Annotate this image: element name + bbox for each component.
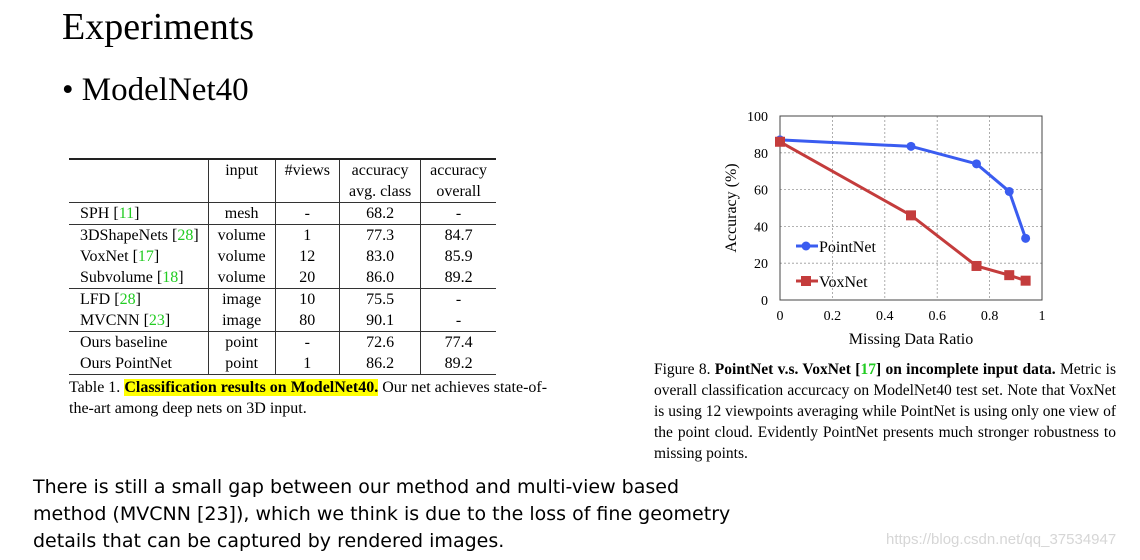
table-row xyxy=(69,225,496,247)
series-line-pointnet xyxy=(780,140,1026,238)
overall-cell: - xyxy=(421,203,496,225)
input-cell: point xyxy=(208,332,275,354)
accuracy-line-chart xyxy=(718,104,1058,354)
x-axis-label: Missing Data Ratio xyxy=(848,331,974,348)
legend-marker-voxnet xyxy=(801,276,811,286)
method-cell: MVCNN [23] xyxy=(80,312,171,329)
avg-class-cell: 68.2 xyxy=(339,203,420,225)
method-ref: 17 xyxy=(137,248,154,265)
method-cell xyxy=(69,332,208,354)
y-tick-label: 0 xyxy=(761,294,768,309)
table-row xyxy=(69,289,496,311)
table-caption-highlight: Classification results on ModelNet40. xyxy=(124,379,379,396)
method-name: 3DShapeNets xyxy=(80,227,168,244)
legend-marker-pointnet xyxy=(802,242,811,251)
method-ref: 11 xyxy=(118,205,135,222)
figure-caption xyxy=(654,359,1116,464)
overall-cell: 77.4 xyxy=(421,332,496,354)
method-cell xyxy=(69,353,208,375)
overall-cell: 89.2 xyxy=(421,267,496,289)
x-tick-label: 0 xyxy=(776,309,784,324)
slide-title: Experiments xyxy=(62,6,255,48)
avg-class-cell: 86.2 xyxy=(339,353,420,375)
method-cell: VoxNet [17] xyxy=(80,248,160,265)
figure-caption-ref: 17 xyxy=(860,361,876,378)
method-cell: LFD [28] xyxy=(69,289,208,311)
body-paragraph: There is still a small gap between our method and multi-view based method (MVCNN [23]), which we think is due to the loss of fine geometry details that can be captured by rendered images. xyxy=(33,476,731,552)
x-tick-label: 0.8 xyxy=(980,309,999,324)
data-point-pointnet xyxy=(1005,187,1014,196)
x-tick-label: 0.4 xyxy=(876,309,894,324)
data-point-pointnet xyxy=(907,142,916,151)
table-header-method xyxy=(69,159,208,203)
method-cell: SPH [11] xyxy=(69,203,208,225)
views-cell: 12 xyxy=(275,246,339,267)
method-ref: 28 xyxy=(119,291,136,308)
table-row xyxy=(69,267,496,289)
y-tick-label: 100 xyxy=(747,110,768,125)
avg-class-cell: 77.3 xyxy=(339,225,420,247)
y-axis-label: Accuracy (%) xyxy=(723,163,740,253)
method-ref: 18 xyxy=(162,269,179,286)
input-cell: volume xyxy=(208,225,275,247)
y-tick-label: 80 xyxy=(754,146,768,162)
overall-cell: 85.9 xyxy=(421,246,496,267)
method-name: MVCNN xyxy=(80,312,140,329)
input-cell: volume xyxy=(208,267,275,289)
table-header-overall xyxy=(421,159,496,203)
input-cell: point xyxy=(208,353,275,375)
table-header-input: input xyxy=(208,159,275,203)
table-row xyxy=(69,353,496,375)
figure-caption-rest: Metric is overall classification accurcacy on ModelNet40 test set. Note that VoxNet is using 12 viewpoints averaging while PointNet is using only one view of the point cloud. Evidently PointNet presents much stronger robustness to missing points. xyxy=(654,361,1117,462)
method-ref: 23 xyxy=(148,312,165,329)
input-cell: image xyxy=(208,310,275,332)
views-cell: - xyxy=(275,203,339,225)
table-caption-rest: Our net achieves state-of-the-art among deep nets on 3D input. xyxy=(69,379,548,417)
overall-cell: 84.7 xyxy=(421,225,496,247)
table-row xyxy=(69,203,496,225)
table-header-avg-class xyxy=(339,159,420,203)
avg-class-cell: 72.6 xyxy=(339,332,420,354)
avg-class-cell: 83.0 xyxy=(339,246,420,267)
input-cell: mesh xyxy=(208,203,275,225)
method-name: Ours baseline xyxy=(80,334,168,351)
header-overall-sub: overall xyxy=(436,183,481,200)
figure-caption-bold-a: PointNet v.s. VoxNet [ xyxy=(714,361,861,378)
table-caption-prefix: Table 1. xyxy=(69,379,125,396)
views-cell: 20 xyxy=(275,267,339,289)
y-tick-label: 40 xyxy=(754,220,768,236)
data-point-voxnet xyxy=(775,137,785,147)
method-cell: 3DShapeNets [28] xyxy=(69,225,208,247)
data-point-voxnet xyxy=(1021,276,1031,286)
overall-cell: - xyxy=(421,310,496,332)
views-cell: - xyxy=(275,332,339,354)
data-point-pointnet xyxy=(1021,234,1030,243)
data-point-pointnet xyxy=(972,159,981,168)
series-line-voxnet xyxy=(780,142,1026,281)
avg-class-cell: 90.1 xyxy=(339,310,420,332)
input-cell: image xyxy=(208,289,275,311)
views-cell: 10 xyxy=(275,289,339,311)
results-table xyxy=(69,158,496,375)
y-tick-label: 60 xyxy=(754,183,768,199)
method-name: VoxNet xyxy=(80,248,129,265)
x-tick-label: 1 xyxy=(1038,309,1046,324)
table-caption xyxy=(69,377,549,419)
table-header-row xyxy=(69,159,496,203)
header-avg-class-sub: avg. class xyxy=(348,183,412,200)
legend-label-voxnet: VoxNet xyxy=(819,274,868,291)
overall-cell: 89.2 xyxy=(421,353,496,375)
method-name: Ours PointNet xyxy=(80,355,172,372)
table-header-views: #views xyxy=(275,159,339,203)
table-row xyxy=(69,246,496,267)
views-cell: 1 xyxy=(275,225,339,247)
figure-caption-bold-b: ] on incomplete input data. xyxy=(875,361,1056,378)
data-point-voxnet xyxy=(972,261,982,271)
overall-cell: - xyxy=(421,289,496,311)
table-row xyxy=(69,310,496,332)
x-tick-label: 0.6 xyxy=(928,309,946,324)
y-tick-label: 20 xyxy=(754,257,768,273)
watermark: https://blog.csdn.net/qq_37534947 xyxy=(886,531,1117,548)
legend-label-pointnet: PointNet xyxy=(819,239,876,256)
avg-class-cell: 86.0 xyxy=(339,267,420,289)
views-cell: 80 xyxy=(275,310,339,332)
method-name: LFD xyxy=(80,291,111,308)
header-accuracy-b: accuracy xyxy=(430,162,488,179)
figure-caption-prefix: Figure 8. xyxy=(654,361,715,378)
method-ref: 28 xyxy=(177,227,194,244)
header-accuracy-a: accuracy xyxy=(351,162,409,179)
data-point-voxnet xyxy=(906,210,916,220)
x-tick-label: 0.2 xyxy=(823,309,842,324)
avg-class-cell: 75.5 xyxy=(339,289,420,311)
table-row xyxy=(69,332,496,354)
method-cell: Subvolume [18] xyxy=(80,269,184,286)
views-cell: 1 xyxy=(275,353,339,375)
method-name: SPH xyxy=(80,205,110,222)
bullet-modelnet40: • ModelNet40 xyxy=(62,72,249,108)
data-point-voxnet xyxy=(1004,270,1014,280)
input-cell: volume xyxy=(208,246,275,267)
method-name: Subvolume xyxy=(80,269,153,286)
